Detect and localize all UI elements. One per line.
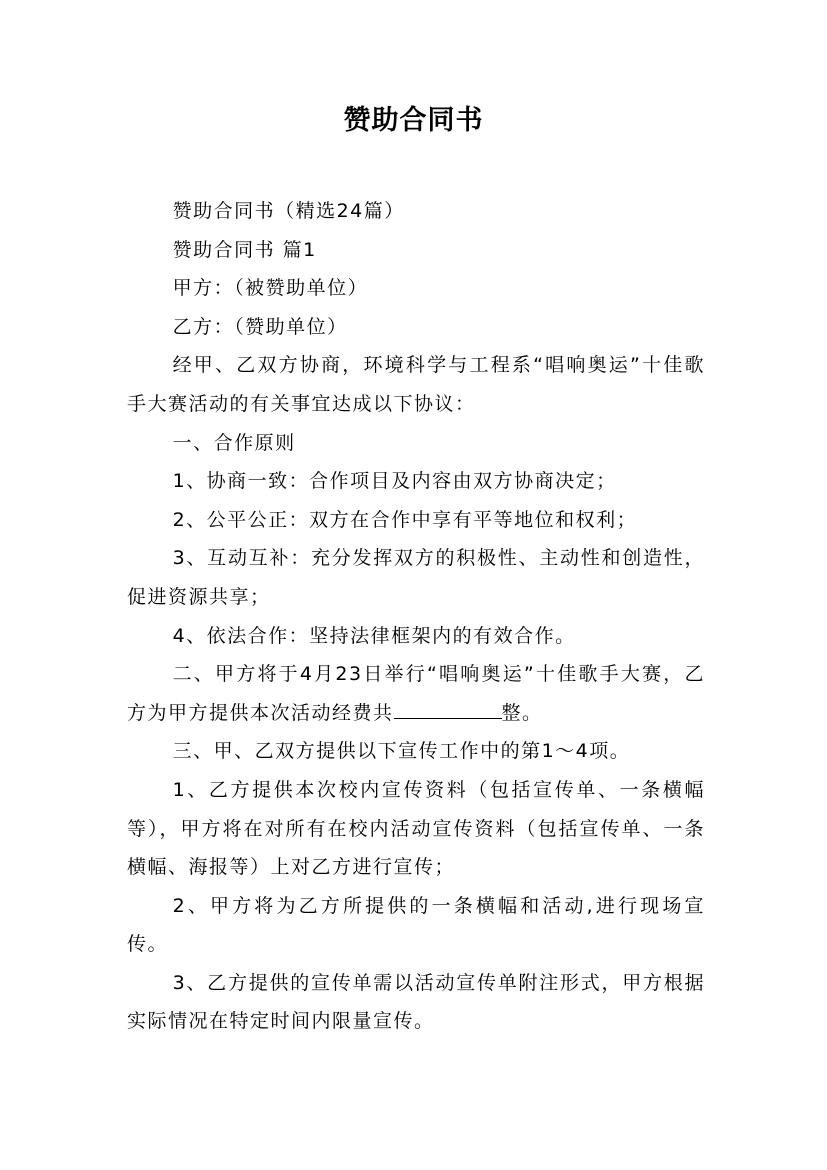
document-body [127, 192, 705, 1041]
paragraph-preamble: 经甲、乙双方协商，环境科学与工程系“唱响奥运”十佳歌手大赛活动的有关事宜达成以下协议： [127, 354, 705, 415]
paragraph-subtitle: 赞助合同书（精选24篇） [172, 200, 405, 222]
paragraph-party-b: 乙方：（赞助单位） [172, 315, 348, 338]
paragraph-principle-1: 1、协商一致：合作项目及内容由双方协商决定； [172, 470, 617, 493]
paragraph-principles-heading: 一、合作原则 [172, 431, 296, 454]
amount-blank-line [394, 700, 502, 719]
document-title: 赞助合同书 [343, 105, 484, 136]
funding-text-before: 二、甲方将于4月23日举行“唱响奥运”十佳歌手大赛，乙方为甲方提供本次活动经费共 [127, 663, 705, 724]
funding-text-after: 整。 [501, 701, 543, 724]
paragraph-publicity-2: 2、甲方将为乙方所提供的一条横幅和活动,进行现场宣传。 [127, 894, 705, 956]
paragraph-principle-4: 4、依法合作：坚持法律框架内的有效合作。 [172, 624, 576, 647]
paragraph-section-heading: 赞助合同书 篇1 [172, 238, 317, 261]
paragraph-principle-2: 2、公平公正：双方在合作中享有平等地位和权利； [172, 508, 638, 531]
paragraph-publicity-3: 3、乙方提供的宣传单需以活动宣传单附注形式，甲方根据实际情况在特定时间内限量宣传。 [127, 971, 705, 1033]
paragraph-principle-3: 3、互动互补：充分发挥双方的积极性、主动性和创造性，促进资源共享； [127, 547, 705, 608]
paragraph-publicity-1: 1、乙方提供本次校内宣传资料（包括宣传单、一条横幅等），甲方将在对所有在校内活动宣传资料（包括宣传单、一条横幅、海报等）上对乙方进行宣传； [127, 778, 705, 879]
paragraph-party-a: 甲方：（被赞助单位） [172, 277, 369, 300]
paragraph-publicity-heading: 三、甲、乙双方提供以下宣传工作中的第1～4项。 [172, 740, 631, 763]
paragraph-funding [127, 655, 705, 732]
